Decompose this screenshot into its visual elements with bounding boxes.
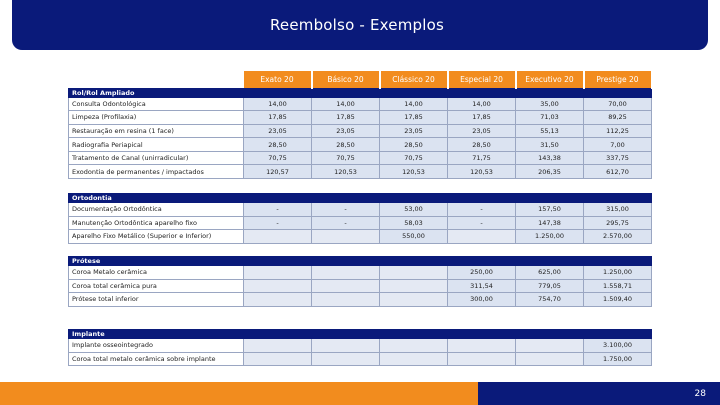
reimbursement-value: 14,00: [380, 97, 448, 111]
reimbursement-value: [244, 352, 312, 366]
procedure-label: Restauração em resina (1 face): [69, 124, 244, 138]
procedure-label: Limpeza (Profilaxia): [69, 111, 244, 125]
reimbursement-value: 28,50: [448, 138, 516, 152]
reimbursement-value: -: [312, 216, 380, 230]
reimbursement-value: 70,75: [244, 151, 312, 165]
plan-header-prestige: Prestige 20: [584, 71, 652, 88]
reimbursement-value: 112,25: [584, 124, 652, 138]
slide-title: Reembolso - Exemplos: [269, 16, 445, 34]
procedure-label: Coroa total cerâmica pura: [69, 279, 244, 293]
section-header-row: [69, 257, 652, 266]
reimbursement-value: 612,70: [584, 165, 652, 179]
procedure-label: Coroa Metalo cerâmica: [69, 266, 244, 280]
procedure-label: Exodontia de permanentes / impactados: [69, 165, 244, 179]
table-row: [69, 339, 652, 353]
reimbursement-value: 315,00: [584, 203, 652, 217]
reimbursement-value: 14,00: [244, 97, 312, 111]
reimbursement-value: 89,25: [584, 111, 652, 125]
section-header-fill: [244, 88, 652, 97]
section-header-fill: [244, 194, 652, 203]
reimbursement-value: 295,75: [584, 216, 652, 230]
reimbursement-value: 1.558,71: [584, 279, 652, 293]
reimbursement-value: [516, 339, 584, 353]
procedure-label: Documentação Ortodôntica: [69, 203, 244, 217]
reimbursement-value: 70,00: [584, 97, 652, 111]
reimbursement-value: 31,50: [516, 138, 584, 152]
reimbursement-value: 28,50: [380, 138, 448, 152]
table-row: [69, 203, 652, 217]
table-row: [69, 216, 652, 230]
reimbursement-value: 1.250,00: [516, 230, 584, 244]
reimbursement-value: [244, 279, 312, 293]
reimbursement-value: 70,75: [312, 151, 380, 165]
reimbursement-value: 300,00: [448, 293, 516, 307]
reimbursement-value: [380, 279, 448, 293]
reimbursement-value: [380, 339, 448, 353]
reimbursement-value: 206,35: [516, 165, 584, 179]
reimbursement-table-protese: [68, 256, 652, 307]
reimbursement-value: [244, 339, 312, 353]
plan-header-basico: Básico 20: [312, 71, 380, 88]
reimbursement-value: 23,05: [448, 124, 516, 138]
reimbursement-value: 779,05: [516, 279, 584, 293]
reimbursement-value: 71,03: [516, 111, 584, 125]
reimbursement-value: 58,03: [380, 216, 448, 230]
reimbursement-value: [244, 230, 312, 244]
table-row: [69, 151, 652, 165]
section-title: Implante: [69, 330, 244, 339]
procedure-label: Radiografia Periapical: [69, 138, 244, 152]
reimbursement-value: 7,00: [584, 138, 652, 152]
page-number-bar: [478, 382, 720, 405]
table-row: [69, 266, 652, 280]
procedure-label: Consulta Odontológica: [69, 97, 244, 111]
reimbursement-value: 23,05: [380, 124, 448, 138]
table-row: [69, 138, 652, 152]
reimbursement-value: [448, 339, 516, 353]
reimbursement-value: [312, 266, 380, 280]
reimbursement-value: 157,50: [516, 203, 584, 217]
reimbursement-value: 17,85: [244, 111, 312, 125]
section-header-row: [69, 194, 652, 203]
page-number: 28: [694, 388, 706, 399]
reimbursement-value: -: [448, 216, 516, 230]
reimbursement-value: 17,85: [312, 111, 380, 125]
reimbursement-value: 147,38: [516, 216, 584, 230]
reimbursement-value: [244, 293, 312, 307]
table-row: [69, 293, 652, 307]
reimbursement-value: [312, 352, 380, 366]
section-header-row: [69, 330, 652, 339]
reimbursement-value: 3.100,00: [584, 339, 652, 353]
table-row: [69, 111, 652, 125]
reimbursement-table-ortodontia: [68, 193, 652, 244]
header-blank-cell: [69, 71, 244, 88]
plan-header-classico: Clássico 20: [380, 71, 448, 88]
reimbursement-value: 17,85: [380, 111, 448, 125]
reimbursement-value: 23,05: [312, 124, 380, 138]
reimbursement-value: [312, 279, 380, 293]
reimbursement-value: -: [312, 203, 380, 217]
reimbursement-value: 28,50: [312, 138, 380, 152]
reimbursement-value: 14,00: [448, 97, 516, 111]
reimbursement-value: [244, 266, 312, 280]
reimbursement-value: 754,70: [516, 293, 584, 307]
reimbursement-value: 71,75: [448, 151, 516, 165]
section-header-fill: [244, 257, 652, 266]
reimbursement-value: [380, 266, 448, 280]
reimbursement-value: 1.509,40: [584, 293, 652, 307]
plan-header-executivo: Executivo 20: [516, 71, 584, 88]
reimbursement-value: [380, 293, 448, 307]
reimbursement-value: 23,05: [244, 124, 312, 138]
reimbursement-value: -: [244, 203, 312, 217]
section-header-fill: [244, 330, 652, 339]
table-row: [69, 124, 652, 138]
procedure-label: Coroa total metalo cerâmica sobre implante: [69, 352, 244, 366]
reimbursement-value: [312, 293, 380, 307]
plan-header-row: [69, 71, 652, 88]
procedure-label: Manutenção Ortodôntica aparelho fixo: [69, 216, 244, 230]
reimbursement-value: [380, 352, 448, 366]
footer-orange-band: [0, 382, 478, 405]
table-row: [69, 97, 652, 111]
section-header-row: [69, 88, 652, 97]
reimbursement-value: 250,00: [448, 266, 516, 280]
reimbursement-value: 143,38: [516, 151, 584, 165]
table-row: [69, 279, 652, 293]
reimbursement-value: 337,75: [584, 151, 652, 165]
procedure-label: Implante osseointegrado: [69, 339, 244, 353]
plan-header-exato: Exato 20: [244, 71, 312, 88]
reimbursement-table-implante: [68, 329, 652, 366]
reimbursement-value: [312, 230, 380, 244]
plan-header-especial: Especial 20: [448, 71, 516, 88]
reimbursement-value: [312, 339, 380, 353]
reimbursement-value: 53,00: [380, 203, 448, 217]
reimbursement-value: 14,00: [312, 97, 380, 111]
reimbursement-value: 311,54: [448, 279, 516, 293]
reimbursement-value: 120,53: [448, 165, 516, 179]
table-row: [69, 165, 652, 179]
section-title: Ortodontia: [69, 194, 244, 203]
reimbursement-value: 28,50: [244, 138, 312, 152]
table-row: [69, 352, 652, 366]
reimbursement-value: -: [244, 216, 312, 230]
procedure-label: Aparelho Fixo Metálico (Superior e Inferior): [69, 230, 244, 244]
reimbursement-value: 120,53: [312, 165, 380, 179]
reimbursement-value: 70,75: [380, 151, 448, 165]
section-title: Prótese: [69, 257, 244, 266]
reimbursement-value: 550,00: [380, 230, 448, 244]
reimbursement-value: 120,57: [244, 165, 312, 179]
reimbursement-value: 2.570,00: [584, 230, 652, 244]
reimbursement-value: 1.250,00: [584, 266, 652, 280]
reimbursement-value: 17,85: [448, 111, 516, 125]
reimbursement-value: [448, 352, 516, 366]
reimbursement-value: [516, 352, 584, 366]
reimbursement-value: [448, 230, 516, 244]
slide-title-banner: [12, 0, 708, 50]
reimbursement-value: 55,13: [516, 124, 584, 138]
procedure-label: Tratamento de Canal (unirradicular): [69, 151, 244, 165]
section-title: Rol/Rol Ampliado: [69, 88, 244, 97]
reimbursement-value: 625,00: [516, 266, 584, 280]
reimbursement-value: 35,00: [516, 97, 584, 111]
reimbursement-value: 120,53: [380, 165, 448, 179]
reimbursement-table-rol: [68, 71, 653, 179]
procedure-label: Prótese total inferior: [69, 293, 244, 307]
reimbursement-value: -: [448, 203, 516, 217]
table-row: [69, 230, 652, 244]
reimbursement-value: 1.750,00: [584, 352, 652, 366]
